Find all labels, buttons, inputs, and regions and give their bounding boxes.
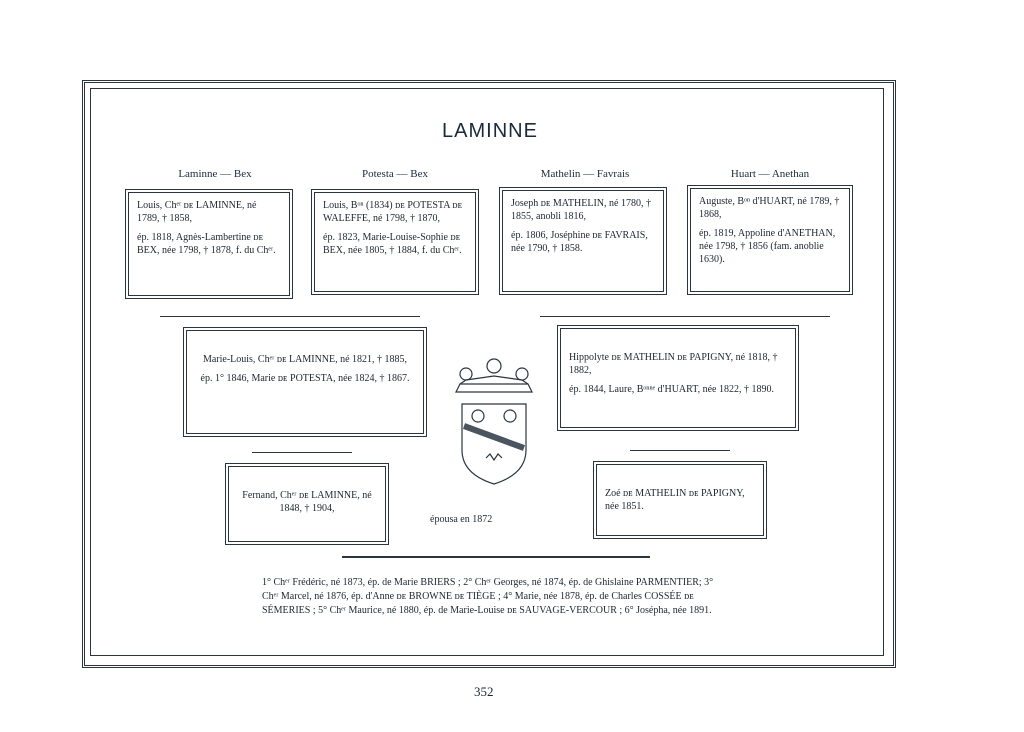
- column-heading-mathelin-favrais: Mathelin — Favrais: [540, 168, 630, 180]
- connector-line-right: [540, 316, 830, 317]
- grandparent-box-laminne: [128, 192, 290, 296]
- couple-line: Fernand, Chᵉʳ ᴅᴇ LAMINNE, né 1848, † 1904,: [242, 490, 372, 514]
- marriage-note: épousa en 1872: [430, 514, 493, 525]
- parent-line: ép. 1° 1846, Marie ᴅᴇ POTESTA, née 1824, † 1867.: [200, 373, 410, 384]
- parent-box-laminne: [186, 330, 424, 434]
- coat-of-arms-icon: [446, 356, 542, 490]
- parent-line: ép. 1844, Laure, Bᵒⁿⁿᵉ d'HUART, née 1822, † 1890.: [569, 384, 774, 395]
- grandparent-box-mathelin: [502, 190, 664, 292]
- grandparent-line: Louis, Chᵉʳ ᴅᴇ LAMINNE, né 1789, † 1858,: [137, 200, 257, 224]
- grandparent-line: ép. 1823, Marie-Louise-Sophie ᴅᴇ BEX, née 1805, † 1884, f. du Chᵉʳ.: [323, 232, 462, 256]
- grandparent-box-huart: [690, 188, 850, 292]
- parent-box-mathelin: [560, 328, 796, 428]
- grandparent-line: ép. 1806, Joséphine ᴅᴇ FAVRAIS, née 1790, † 1858.: [511, 230, 648, 254]
- couple-box-fernand: [228, 466, 386, 542]
- column-heading-huart-anethan: Huart — Anethan: [730, 168, 810, 180]
- children-rule: [342, 556, 650, 558]
- parent-line: Hippolyte ᴅᴇ MATHELIN ᴅᴇ PAPIGNY, né 1818, † 1882,: [569, 352, 778, 376]
- grandparent-line: ép. 1819, Appoline d'ANETHAN, née 1798, † 1856 (fam. anoblie 1630).: [699, 228, 836, 265]
- column-heading-potesta-bex: Potesta — Bex: [362, 168, 428, 180]
- couple-box-zoe: [596, 464, 764, 536]
- page-title: LAMINNE: [442, 120, 538, 142]
- grandparent-line: ép. 1818, Agnès-Lambertine ᴅᴇ BEX, née 1798, † 1878, f. du Chᵉʳ.: [137, 232, 276, 256]
- column-heading-laminne-bex: Laminne — Bex: [178, 168, 252, 180]
- connector-line-left: [160, 316, 420, 317]
- couple-line: Zoé ᴅᴇ MATHELIN ᴅᴇ PAPIGNY, née 1851.: [605, 488, 745, 512]
- grandparent-line: Louis, Bᵒⁿ (1834) ᴅᴇ POTESTA ᴅᴇ WALEFFE, né 1798, † 1870,: [323, 200, 463, 224]
- page-number: 352: [474, 684, 494, 699]
- grandparent-box-potesta: [314, 192, 476, 292]
- parent-line: Marie-Louis, Chᵉʳ ᴅᴇ LAMINNE, né 1821, † 1885,: [202, 354, 408, 365]
- grandparent-line: Auguste, Bᵒⁿ d'HUART, né 1789, † 1868,: [699, 196, 840, 220]
- connector-line-child-left: [252, 452, 352, 453]
- children-text: 1° Chᵉʳ Frédéric, né 1873, ép. de Marie BRIERS ; 2° Chᵉʳ Georges, né 1874, ép. de Ghislaine PARMENTIER; 3° Chᵉʳ Marcel, né 1876, ép. d'Anne ᴅᴇ BROWNE ᴅᴇ TIÈGE ; 4° Marie, née 1878, ép. de Charles COSSÉE ᴅᴇ SÉMERIES ; 5° Chᵉʳ Maurice, né 1880, ép. de Marie-Louise ᴅᴇ SAUVAGE-VERCOUR ; 6° Josépha, née 1891.: [262, 577, 714, 616]
- connector-line-child-right: [630, 450, 730, 451]
- grandparent-line: Joseph ᴅᴇ MATHELIN, né 1780, † 1855, anobli 1816,: [511, 198, 651, 222]
